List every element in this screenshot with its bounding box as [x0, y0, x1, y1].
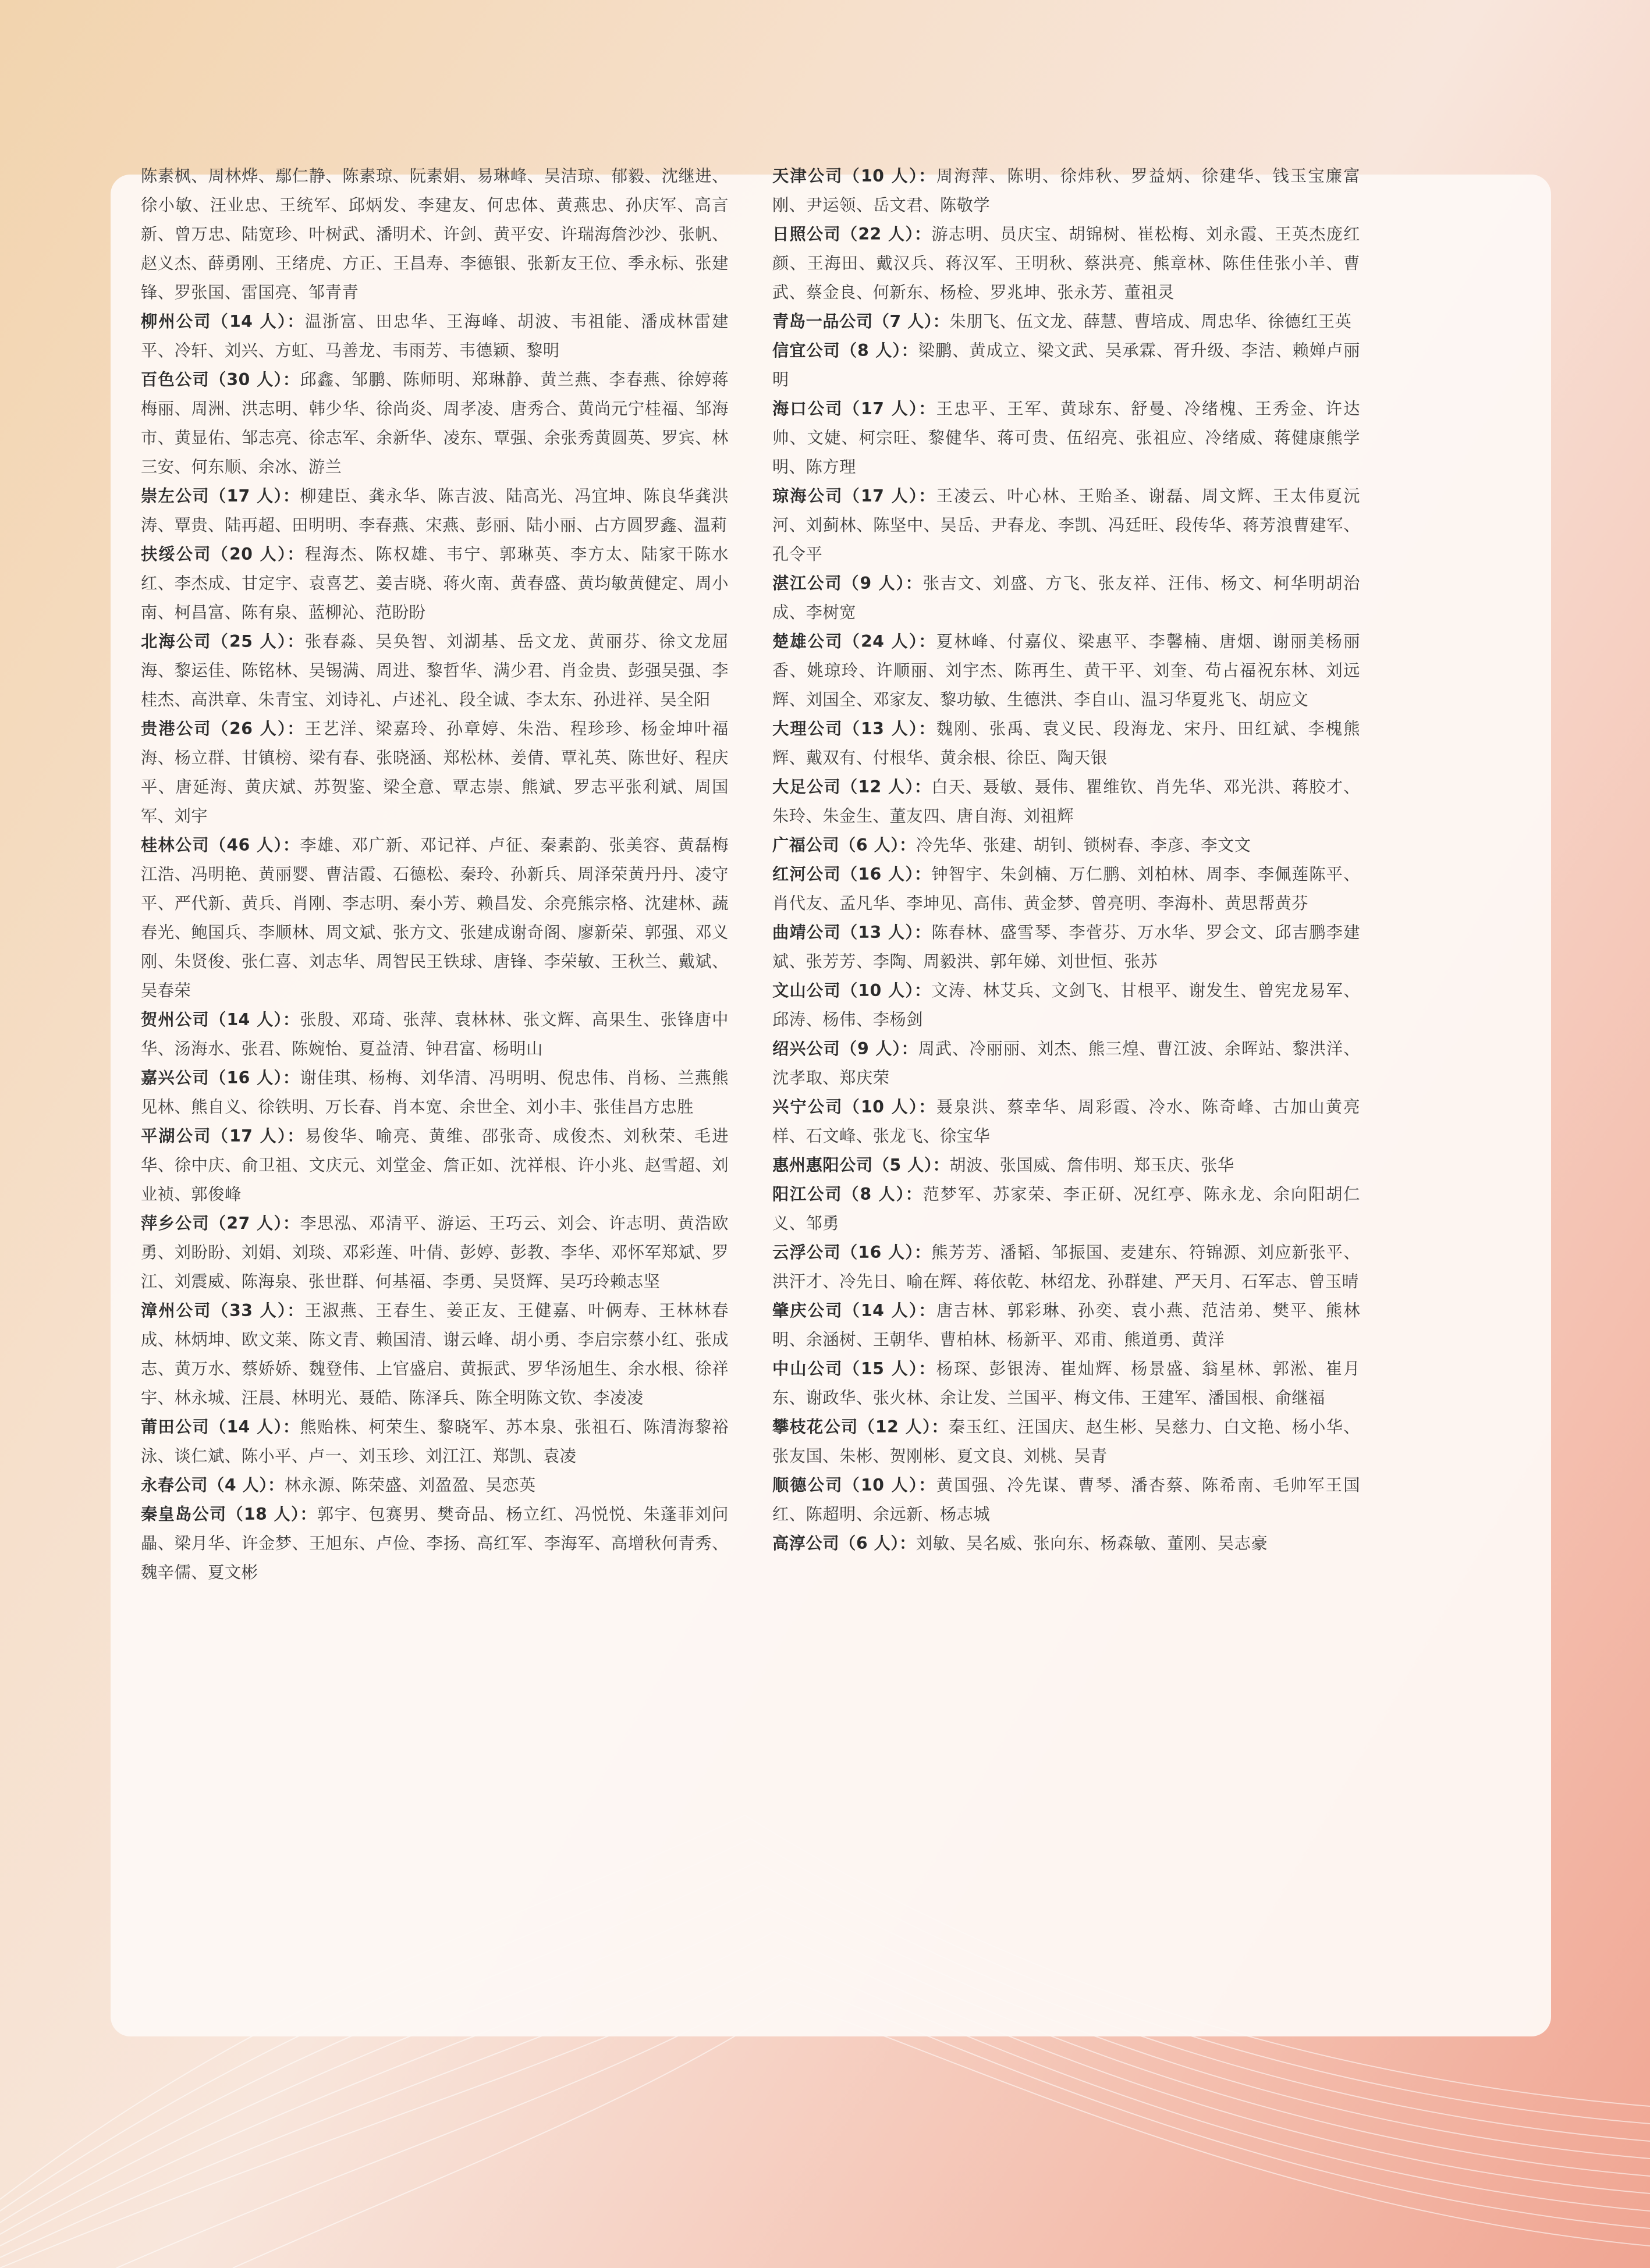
employee-names: 柳建臣、龚永华、陈吉波、陆高光、冯宜坤、陈良华龚洪涛、覃贵、陆再超、田明明、李春燕、宋燕、彭丽、陆小丽、占方圆罗鑫、温莉: [141, 486, 729, 535]
company-name: 青岛一品公司（7 人）：: [772, 312, 950, 331]
list-entry: [141, 482, 729, 540]
employee-names: 张殷、邓琦、张萍、袁林林、张文辉、高果生、张锋唐中华、汤海水、张君、陈婉怡、夏益清、钟君富、杨明山: [141, 1010, 729, 1058]
company-name: 柳州公司（14 人）：: [141, 312, 305, 331]
employee-names: 周海萍、陈明、徐炜秋、罗益炳、徐建华、钱玉宝廉富刚、尹运领、岳文君、陈敬学: [772, 166, 1360, 215]
list-entry: [141, 1471, 729, 1500]
company-name: 萍乡公司（27 人）：: [141, 1214, 300, 1233]
employee-names: 钟智宇、朱剑楠、万仁鹏、刘柏林、周李、李佩莲陈平、肖代友、孟凡华、李坤见、高伟、黄金梦、曾亮明、李海朴、黄思帮黄芬: [772, 865, 1360, 913]
company-name: 扶绥公司（20 人）：: [141, 545, 305, 564]
list-entry: [772, 773, 1360, 831]
company-name: 北海公司（25 人）：: [141, 632, 305, 651]
list-entry: [772, 1413, 1360, 1471]
company-name: 海口公司（17 人）：: [772, 399, 936, 418]
company-name: 绍兴公司（9 人）：: [772, 1039, 918, 1058]
company-name: 高淳公司（6 人）：: [772, 1534, 916, 1553]
list-entry: [772, 394, 1360, 482]
employee-names: 黄国强、冷先谋、曹琴、潘杏蔡、陈希南、毛帅军王国红、陈超明、余远新、杨志城: [772, 1476, 1360, 1524]
company-name: 漳州公司（33 人）：: [141, 1301, 305, 1320]
list-entry: [772, 627, 1360, 714]
company-name: 文山公司（10 人）：: [772, 981, 932, 1000]
company-name: 信宜公司（8 人）：: [772, 341, 918, 360]
employee-names: 程海杰、陈权雄、韦宁、郭琳英、李方太、陆家干陈水红、李杰成、甘定宇、袁喜艺、姜吉晓、蒋火南、黄春盛、黄均敏黄健定、周小南、柯昌富、陈有泉、蓝柳沁、范盼盼: [141, 545, 729, 622]
employee-names: 熊芳芳、潘韬、邹振国、麦建东、符锦源、刘应新张平、洪汗才、冷先日、喻在辉、蒋依乾、林绍龙、孙群建、严天月、石军志、曾玉晴: [772, 1243, 1360, 1291]
list-entry: [141, 1296, 729, 1413]
list-entry: [141, 627, 729, 714]
company-name: 嘉兴公司（16 人）：: [141, 1068, 300, 1087]
company-name: 曲靖公司（13 人）：: [772, 923, 932, 942]
company-name: 攀枝花公司（12 人）：: [772, 1417, 949, 1437]
employee-names: 周武、冷丽丽、刘杰、熊三煌、曹江波、余晖站、黎洪洋、沈孝取、郑庆荣: [772, 1039, 1360, 1087]
list-entry: [141, 1005, 729, 1064]
employee-names: 魏刚、张禹、袁义民、段海龙、宋丹、田红斌、李槐熊辉、戴双有、付根华、黄余根、徐臣、陶天银: [772, 719, 1360, 767]
list-entry: [772, 307, 1360, 336]
employee-names: 张春淼、吴奂智、刘湖基、岳文龙、黄丽芬、徐文龙屈海、黎运佳、陈铭林、吴锡满、周进、黎哲华、满少君、肖金贵、彭强吴强、李桂杰、高洪章、朱青宝、刘诗礼、卢述礼、段全诚、李太东、孙进祥、吴全阳: [141, 632, 729, 709]
company-name: 阳江公司（8 人）：: [772, 1185, 923, 1204]
company-name: 湛江公司（9 人）：: [772, 574, 923, 593]
list-entry: [772, 1355, 1360, 1413]
list-entry: [141, 1064, 729, 1122]
employee-names: 谢佳琪、杨梅、刘华清、冯明明、倪忠伟、肖杨、兰燕熊见林、熊自义、徐铁明、万长春、肖本宽、余世全、刘小丰、张佳昌方忠胜: [141, 1068, 729, 1117]
list-entry: [772, 1529, 1360, 1558]
company-name: 平湖公司（17 人）：: [141, 1126, 305, 1146]
company-name: 永春公司（4 人）：: [141, 1476, 285, 1495]
employee-names: 邱鑫、邹鹏、陈师明、郑琳静、黄兰燕、李春燕、徐婷蒋梅丽、周洲、洪志明、韩少华、徐尚炎、周孝凌、唐秀合、黄尚元宁桂福、邹海市、黄显佑、邹志亮、徐志军、余新华、凌东、覃强、余张秀黄圆英、罗宾、林三安、何东顺、余冰、游兰: [141, 370, 729, 477]
employee-names: 王淑燕、王春生、姜正友、王健嘉、叶俩寿、王林林春成、林炳坤、欧文莱、陈文青、赖国清、谢云峰、胡小勇、李启宗蔡小红、张成志、黄万水、蔡娇娇、魏登伟、上官盛启、黄振武、罗华汤旭生、余水根、徐祥宇、林永城、汪晨、林明光、聂皓、陈泽兵、陈全明陈文钦、李凌凌: [141, 1301, 729, 1407]
employee-names: 陈春林、盛雪琴、李菅芬、万水华、罗会文、邱吉鹏李建斌、张芳芳、李陶、周毅洪、郭年娣、刘世恒、张苏: [772, 923, 1360, 971]
list-entry: [772, 336, 1360, 394]
employee-names: 梁鹏、黄成立、梁文武、吴承霖、胥升级、李洁、赖婵卢丽明: [772, 341, 1360, 389]
employee-names: 刘敏、吴名威、张向东、杨森敏、董刚、吴志豪: [916, 1534, 1268, 1553]
list-entry: [141, 831, 729, 1005]
employee-names: 文涛、林艾兵、文剑飞、甘根平、谢发生、曾宪龙易军、邱涛、杨伟、李杨剑: [772, 981, 1360, 1029]
list-entry: [141, 714, 729, 831]
list-entry: [772, 831, 1360, 860]
company-name: 崇左公司（17 人）：: [141, 486, 300, 506]
company-name: 肇庆公司（14 人）：: [772, 1301, 936, 1320]
employee-names: 易俊华、喻亮、黄维、邵张奇、成俊杰、刘秋荣、毛进华、徐中庆、俞卫祖、文庆元、刘堂金、詹正如、沈祥根、许小兆、赵雪超、刘业祯、郭俊峰: [141, 1126, 729, 1204]
company-name: 大理公司（13 人）：: [772, 719, 936, 738]
employee-names: 夏林峰、付嘉仪、梁惠平、李馨楠、唐烟、谢丽美杨丽香、姚琼玲、许顺丽、刘宇杰、陈再生、黄干平、刘奎、苟占福祝东林、刘远辉、刘国全、邓家友、黎功敏、生德洪、李自山、温习华夏兆飞、胡应文: [772, 632, 1360, 709]
company-name: 天津公司（10 人）：: [772, 166, 936, 186]
employee-names: 白天、聂敏、聂伟、瞿维钦、肖先华、邓光洪、蒋胶才、朱玲、朱金生、董友四、唐自海、刘祖辉: [772, 777, 1360, 826]
list-entry: [772, 1296, 1360, 1355]
company-name: 红河公司（16 人）：: [772, 865, 932, 884]
company-name: 云浮公司（16 人）：: [772, 1243, 932, 1262]
list-entry: [772, 1238, 1360, 1296]
employee-names: 王凌云、叶心林、王贻圣、谢磊、周文辉、王太伟夏沅河、刘蓟林、陈坚中、吴岳、尹春龙、李凯、冯廷旺、段传华、蒋芳浪曹建军、孔令平: [772, 486, 1360, 564]
employee-names: 郭宇、包赛男、樊奇品、杨立红、冯悦悦、朱蓬菲刘问畾、梁月华、许金梦、王旭东、卢俭、李扬、高红军、李海军、高增秋何青秀、魏辛儒、夏文彬: [141, 1505, 729, 1582]
company-name: 琼海公司（17 人）：: [772, 486, 936, 506]
employee-names: 秦玉红、汪国庆、赵生彬、吴慈力、白文艳、杨小华、张友国、朱彬、贺刚彬、夏文良、刘桃、吴青: [772, 1417, 1361, 1466]
company-name: 惠州惠阳公司（5 人）：: [772, 1156, 950, 1175]
list-entry: [141, 1413, 729, 1471]
list-entry: [772, 1151, 1360, 1180]
list-entry: [772, 482, 1360, 569]
list-entry: [141, 1209, 729, 1296]
list-entry: [772, 1093, 1360, 1151]
list-entry: [772, 1035, 1360, 1093]
company-name: 日照公司（22 人）：: [772, 225, 932, 244]
employee-names: 杨琛、彭银涛、崔灿辉、杨景盛、翁星林、郭淞、崔月东、谢政华、张火林、余让发、兰国平、梅文伟、王建军、潘国根、俞继福: [772, 1359, 1360, 1407]
list-entry: [141, 1500, 729, 1587]
company-name: 贵港公司（26 人）：: [141, 719, 305, 738]
employee-names: 游志明、员庆宝、胡锦树、崔松梅、刘永霞、王英杰庞红颜、王海田、戴汉兵、蒋汉军、王明秋、蔡洪亮、熊章林、陈佳佳张小羊、曹武、蔡金良、何新东、杨检、罗兆坤、张永芳、董祖灵: [772, 225, 1360, 302]
employee-names: 王忠平、王军、黄球东、舒曼、冷绪槐、王秀金、许达帅、文婕、柯宗旺、黎健华、蒋可贵、伍绍亮、张祖应、冷绪威、蒋健康熊学明、陈方理: [772, 399, 1360, 477]
company-name: 广福公司（6 人）：: [772, 836, 916, 855]
list-entry: [772, 918, 1360, 976]
company-name: 中山公司（15 人）：: [772, 1359, 936, 1378]
employee-names: 胡波、张国威、詹伟明、郑玉庆、张华: [949, 1156, 1234, 1175]
employee-names: 王艺洋、梁嘉玲、孙章婷、朱浩、程珍珍、杨金坤叶福海、杨立群、甘镇榜、梁有春、张晓涵、郑松林、姜倩、覃礼英、陈世好、程庆平、唐延海、黄庆斌、苏贺鉴、梁全意、覃志崇、熊斌、罗志平张利斌、周国军、刘宇: [141, 719, 729, 826]
employee-names: 温浙富、田忠华、王海峰、胡波、韦祖能、潘成林雷建平、冷轩、刘兴、方虹、马善龙、韦雨芳、韦德颖、黎明: [141, 312, 729, 360]
list-entry: [141, 1122, 729, 1209]
list-entry: [141, 365, 729, 482]
employee-names: 张吉文、刘盛、方飞、张友祥、汪伟、杨文、柯华明胡治成、李树宽: [772, 574, 1360, 622]
company-name: 兴宁公司（10 人）：: [772, 1097, 936, 1117]
left-column: [141, 162, 729, 1587]
employee-names: 李思泓、邓清平、游运、王巧云、刘会、许志明、黄浩欧勇、刘盼盼、刘娟、刘琰、邓彩莲、叶倩、彭婷、彭教、李华、邓怀军郑斌、罗江、刘震威、陈海泉、张世群、何基福、李勇、吴贤辉、吴巧玲赖志坚: [141, 1214, 729, 1291]
company-name: 秦皇岛公司（18 人）：: [141, 1505, 317, 1524]
employee-names: 李雄、邓广新、邓记祥、卢征、秦素韵、张美容、黄磊梅江浩、冯明艳、黄丽婴、曹洁霞、石德松、秦玲、孙新兵、周泽荣黄丹丹、凌守平、严代新、黄兵、肖刚、李志明、秦小芳、赖昌发、余亮熊宗格、沈建林、蔬春光、鲍国兵、李顺林、周文斌、张方文、张建成谢奇阁、廖新荣、郭强、邓义刚、朱贤俊、张仁喜、刘志华、周智民王铁球、唐锋、李荣敏、王秋兰、戴斌、吴春荣: [141, 836, 729, 1000]
company-name: 大足公司（12 人）：: [772, 777, 932, 797]
company-name: 楚雄公司（24 人）：: [772, 632, 936, 651]
employee-names: 冷先华、张建、胡钊、锁树春、李彦、李文文: [916, 836, 1251, 855]
employee-names: 朱朋飞、伍文龙、薛慧、曹培成、周忠华、徐德红王英: [949, 312, 1352, 331]
employee-names: 唐吉林、郭彩琳、孙奕、袁小燕、范洁弟、樊平、熊林明、余涵树、王朝华、曹柏林、杨新平、邓甫、熊道勇、黄洋: [772, 1301, 1360, 1349]
list-entry: [772, 860, 1360, 918]
list-entry: [772, 162, 1360, 220]
employee-names: 林永源、陈荣盛、刘盈盈、吴恋英: [284, 1476, 536, 1495]
employee-names: 陈素枫、周林烨、鄢仁静、陈素琼、阮素娟、易琳峰、吴洁琼、郁毅、沈继进、徐小敏、汪业忠、王统军、邱炳发、李建友、何忠体、黄燕忠、孙庆军、高言新、曾万忠、陆宽珍、叶树武、潘明术、许剑、黄平安、许瑞海詹沙沙、张帆、赵义杰、薛勇刚、王绪虎、方正、王昌寿、李德银、张新友王位、季永标、张建锋、罗张国、雷国亮、邹青青: [141, 166, 729, 302]
company-name: 桂林公司（46 人）：: [141, 836, 300, 855]
list-entry: [141, 307, 729, 365]
company-name: 莆田公司（14 人）：: [141, 1417, 300, 1437]
list-entry: [772, 1471, 1360, 1529]
list-entry: [772, 1180, 1360, 1238]
employee-names: 聂泉洪、蔡幸华、周彩霞、冷水、陈奇峰、古加山黄亮样、石文峰、张龙飞、徐宝华: [772, 1097, 1360, 1146]
company-name: 百色公司（30 人）：: [141, 370, 300, 389]
list-entry: [772, 569, 1360, 627]
list-entry: [772, 714, 1360, 773]
company-name: 贺州公司（14 人）：: [141, 1010, 300, 1029]
company-name: 顺德公司（10 人）：: [772, 1476, 936, 1495]
list-entry: [141, 162, 729, 307]
list-entry: [141, 540, 729, 627]
employee-names: 熊贻株、柯荣生、黎晓军、苏本泉、张祖石、陈清海黎裕泳、谈仁斌、陈小平、卢一、刘玉珍、刘江江、郑凯、袁凌: [141, 1417, 729, 1466]
list-entry: [772, 976, 1360, 1035]
list-entry: [772, 220, 1360, 307]
employee-names: 范梦军、苏家荣、李正研、况红亭、陈永龙、余向阳胡仁义、邹勇: [772, 1185, 1360, 1233]
right-column: [772, 162, 1360, 1558]
